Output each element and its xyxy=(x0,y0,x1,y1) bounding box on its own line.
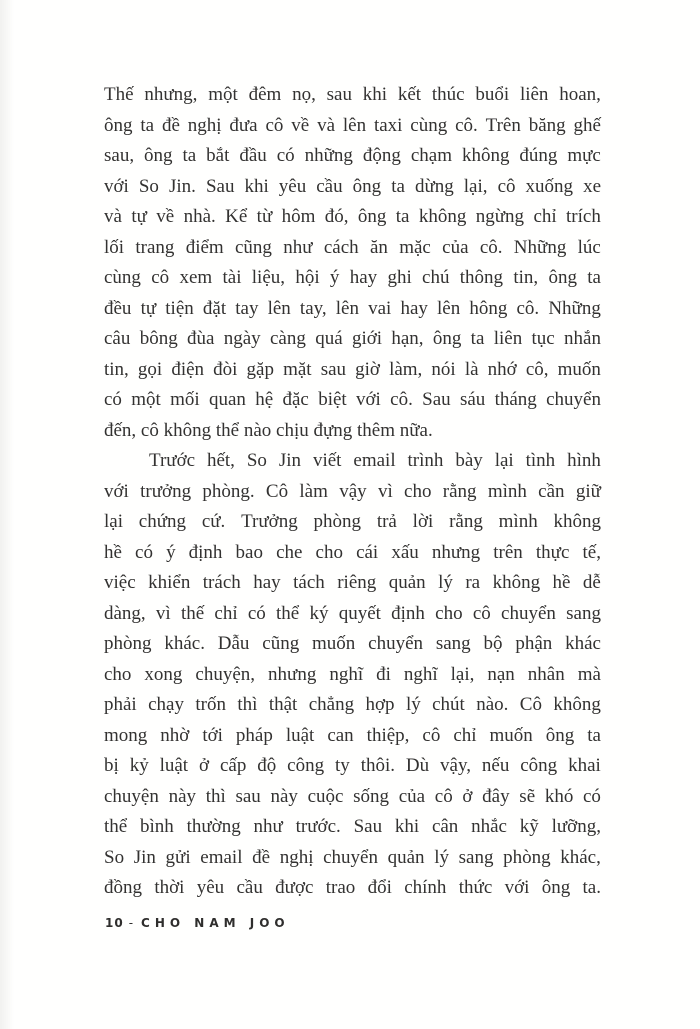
text-line: và tự về nhà. Kể từ hôm đó, ông ta không ngừng chỉ trích xyxy=(104,206,601,227)
text-line: thể bình thường như trước. Sau khi cân nhắc kỹ lưỡng, xyxy=(104,816,601,837)
text-line: sau, ông ta bắt đầu có những động chạm không đúng mực xyxy=(104,145,601,166)
text-line: với So Jin. Sau khi yêu cầu ông ta dừng lại, cô xuống xe xyxy=(104,175,601,197)
scan-edge-shading xyxy=(0,0,14,1029)
paragraph-2 xyxy=(104,446,601,904)
text-line: cùng cô xem tài liệu, hội ý hay ghi chú thông tin, ông ta xyxy=(104,267,601,288)
text-line: tin, gọi điện đòi gặp mặt sau giờ làm, nói là nhớ cô, muốn xyxy=(104,358,601,380)
text-line: chuyện này thì sau này cuộc sống của cô ở đây sẽ khó có xyxy=(104,785,601,807)
text-line: cho xong chuyện, nhưng nghĩ đi nghĩ lại, nạn nhân mà xyxy=(104,663,601,685)
text-line: đồng thời yêu cầu được trao đổi chính thức với ông ta. xyxy=(104,877,601,898)
text-line: Trước hết, So Jin viết email trình bày lại tình hình xyxy=(149,450,601,471)
paragraph-1 xyxy=(104,80,601,446)
text-line: So Jin gửi email đề nghị chuyển quản lý sang phòng khác, xyxy=(104,846,601,868)
text-line: dàng, vì thế chỉ có thể ký quyết định cho cô chuyển sang xyxy=(104,602,601,624)
text-line: hề có ý định bao che cho cái xấu nhưng trên thực tế, xyxy=(104,541,601,563)
text-line: lại chứng cứ. Trưởng phòng trả lời rằng mình không xyxy=(104,511,601,532)
text-line: việc khiển trách hay tách riêng quản lý ra không hề dễ xyxy=(104,572,601,593)
author-name: CHO NAM JOO xyxy=(141,916,290,930)
text-line: với trưởng phòng. Cô làm vậy vì cho rằng mình cần giữ xyxy=(104,480,601,502)
text-line: có một mối quan hệ đặc biệt với cô. Sau sáu tháng chuyển xyxy=(104,389,601,410)
text-line: đều tự tiện đặt tay lên tay, lên vai hay lên hông cô. Những xyxy=(104,297,601,319)
text-line: bị kỷ luật ở cấp độ công ty thôi. Dù vậy, nếu công khai xyxy=(104,755,601,776)
text-line: đến, cô không thể nào chịu đựng thêm nữa. xyxy=(104,419,433,441)
text-line: phòng khác. Dẫu cũng muốn chuyển sang bộ phận khác xyxy=(104,633,601,654)
page-body-text xyxy=(104,80,601,904)
page-footer xyxy=(105,916,290,930)
text-line: Thế nhưng, một đêm nọ, sau khi kết thúc buổi liên hoan, xyxy=(104,84,601,105)
text-line: lối trang điểm cũng như cách ăn mặc của cô. Những lúc xyxy=(104,236,601,258)
text-line: câu bông đùa ngày càng quá giới hạn, ông ta liên tục nhắn xyxy=(104,328,601,349)
footer-separator: - xyxy=(128,916,135,930)
text-line: mong nhờ tới pháp luật can thiệp, cô chỉ muốn ông ta xyxy=(104,724,601,746)
text-line: ông ta đề nghị đưa cô về và lên taxi cùng cô. Trên băng ghế xyxy=(104,114,601,136)
text-line: phải chạy trốn thì thật chẳng hợp lý chút nào. Cô không xyxy=(104,694,601,715)
page-number: 10 xyxy=(105,916,124,930)
